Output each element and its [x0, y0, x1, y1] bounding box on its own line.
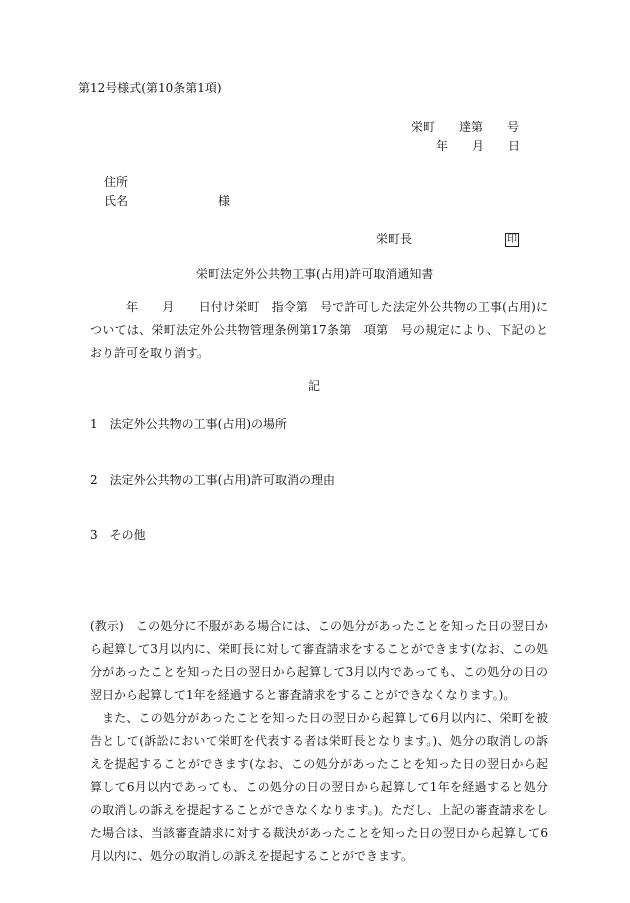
body-text: 年 月 日付け栄町 指令第 号で許可した法定外公共物の工事(占用)については、栄町法定外公共物管理条例第17条第 項第 号の規定により、下記のとおり許可を取り消す。	[90, 300, 548, 360]
document-number: 栄町 達第 号	[411, 120, 520, 134]
notice-paragraph-1: (教示) この処分に不服がある場合には、この処分があったことを知った日の翌日から起算して3月以内に、栄町長に対して審査請求をすることができます(なお、この処分があったことを知った日の翌日から起算して3月以内であっても、この処分の日の翌日から起算して1年を経過すると審査請求をすることができなくなります。)。	[90, 619, 548, 702]
seal-mark	[503, 230, 519, 247]
seal-text: 印	[507, 234, 517, 245]
address-label: 住所	[104, 175, 129, 189]
body-paragraph	[90, 296, 548, 365]
document-title: 栄町法定外公共物工事(占用)許可取消通知書	[196, 267, 434, 281]
form-number: 第12号様式(第10条第1項)	[78, 81, 222, 95]
name-label: 氏名	[104, 194, 129, 208]
notice-paragraph-2: また、この処分があったことを知った日の翌日から起算して6月以内に、栄町を被告として(訴訟において栄町を代表する者は栄町長となります。)、処分の取消しの訴えを提起することができます(なお、この処分があったことを知った日の翌日から起算して6月以内であっても、この処分の日の翌日から起算して1年を経過すると処分の取消しの訴えを提起することができなくなります。)。ただし、上記の審査請求をした場合は、当該審査請求に対する裁決があったことを知った日の翌日から起算して6月以内に、処分の取消しの訴えを提起することができます。	[90, 711, 548, 863]
honorific: 様	[218, 194, 231, 208]
issuer-title: 栄町長	[376, 232, 413, 246]
appeal-notice	[90, 615, 548, 868]
item-reason: 2 法定外公共物の工事(占用)許可取消の理由	[90, 473, 335, 487]
ki-heading: 記	[308, 379, 321, 393]
item-location: 1 法定外公共物の工事(占用)の場所	[90, 417, 287, 431]
date-line: 年 月 日	[436, 139, 521, 153]
item-other: 3 その他	[90, 528, 146, 542]
